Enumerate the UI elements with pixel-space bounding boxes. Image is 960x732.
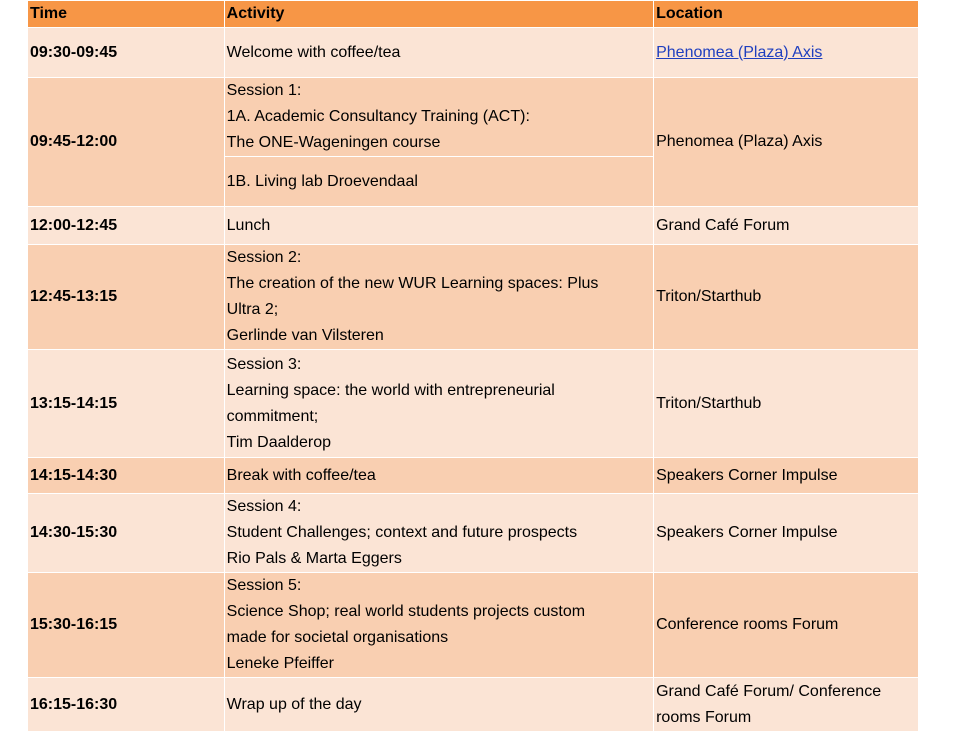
activity-line: Welcome with coffee/tea: [226, 43, 401, 61]
table-row: [28, 207, 919, 245]
activity-line: Leneke Pfeiffer: [226, 655, 334, 672]
activity-line: The ONE-Wageningen course: [226, 134, 441, 151]
activity-line: 1A. Academic Consultancy Training (ACT):: [226, 108, 530, 125]
time-cell: 16:15-16:30: [28, 678, 225, 732]
activity-line: Student Challenges; context and future prospects: [226, 524, 578, 541]
location-cell: [654, 78, 919, 207]
location-line: Conference rooms Forum: [656, 616, 839, 633]
activity-line: Gerlinde van Vilsteren: [226, 327, 384, 344]
location-cell: [654, 573, 919, 678]
activity-line: Session 2:: [226, 249, 302, 266]
time-cell: 14:30-15:30: [28, 494, 225, 573]
location-line: Speakers Corner Impulse: [656, 466, 838, 484]
activity-cell: [224, 350, 653, 458]
location-cell: [654, 678, 919, 732]
activity-line: Session 4:: [226, 498, 302, 515]
schedule-table: [27, 0, 919, 732]
table-row: [28, 458, 919, 494]
time-cell: 09:30-09:45: [28, 28, 225, 78]
activity-cell: [224, 207, 653, 245]
activity-cell: [224, 78, 653, 157]
header-location: Location: [654, 1, 919, 28]
activity-line: Rio Pals & Marta Eggers: [226, 550, 402, 567]
table-row: [28, 573, 919, 678]
activity-line: Lunch: [226, 216, 271, 234]
time-cell: 09:45-12:00: [28, 78, 225, 207]
location-line: rooms Forum: [656, 708, 752, 726]
location-line: Triton/Starthub: [656, 394, 762, 412]
activity-line: Ultra 2;: [226, 301, 279, 318]
time-cell: 13:15-14:15: [28, 350, 225, 458]
location-line: Grand Café Forum: [656, 216, 790, 234]
location-line: Speakers Corner Impulse: [656, 524, 838, 541]
table-row: [28, 678, 919, 732]
location-line: Triton/Starthub: [656, 288, 762, 305]
activity-line: The creation of the new WUR Learning spaces: Plus: [226, 275, 599, 292]
activity-line: Learning space: the world with entrepreneurial: [226, 381, 555, 399]
activity-line: Break with coffee/tea: [226, 466, 376, 484]
header-activity: Activity: [224, 1, 653, 28]
location-cell: [654, 458, 919, 494]
table-row: [28, 494, 919, 573]
table-row: [28, 78, 919, 157]
location-link[interactable]: Phenomea (Plaza) Axis: [656, 43, 823, 61]
time-cell: 15:30-16:15: [28, 573, 225, 678]
location-cell: [654, 28, 919, 78]
activity-line: Tim Daalderop: [226, 433, 331, 451]
activity-line: 1B. Living lab Droevendaal: [226, 172, 418, 190]
table-row: [28, 28, 919, 78]
location-line: Phenomea (Plaza) Axis: [656, 133, 823, 150]
location-cell: [654, 245, 919, 350]
activity-cell: [224, 458, 653, 494]
time-cell: 12:45-13:15: [28, 245, 225, 350]
table-row: [28, 245, 919, 350]
activity-cell: [224, 28, 653, 78]
activity-line: Session 1:: [226, 82, 302, 99]
location-line: Grand Café Forum/ Conference: [656, 682, 882, 700]
activity-cell: [224, 245, 653, 350]
activity-line: commitment;: [226, 407, 319, 425]
location-cell: [654, 494, 919, 573]
time-cell: 14:15-14:30: [28, 458, 225, 494]
activity-line: Science Shop; real world students projects custom: [226, 603, 586, 620]
location-cell: [654, 207, 919, 245]
location-cell: [654, 350, 919, 458]
time-cell: 12:00-12:45: [28, 207, 225, 245]
header-time: Time: [28, 1, 225, 28]
activity-line: Wrap up of the day: [226, 695, 362, 713]
activity-line: made for societal organisations: [226, 629, 449, 646]
header-row: [28, 1, 919, 28]
activity-cell: [224, 494, 653, 573]
activity-cell: [224, 678, 653, 732]
table-row: [28, 350, 919, 458]
activity-cell: [224, 573, 653, 678]
activity-cell: [224, 157, 653, 207]
activity-line: Session 3:: [226, 355, 302, 373]
activity-line: Session 5:: [226, 577, 302, 594]
